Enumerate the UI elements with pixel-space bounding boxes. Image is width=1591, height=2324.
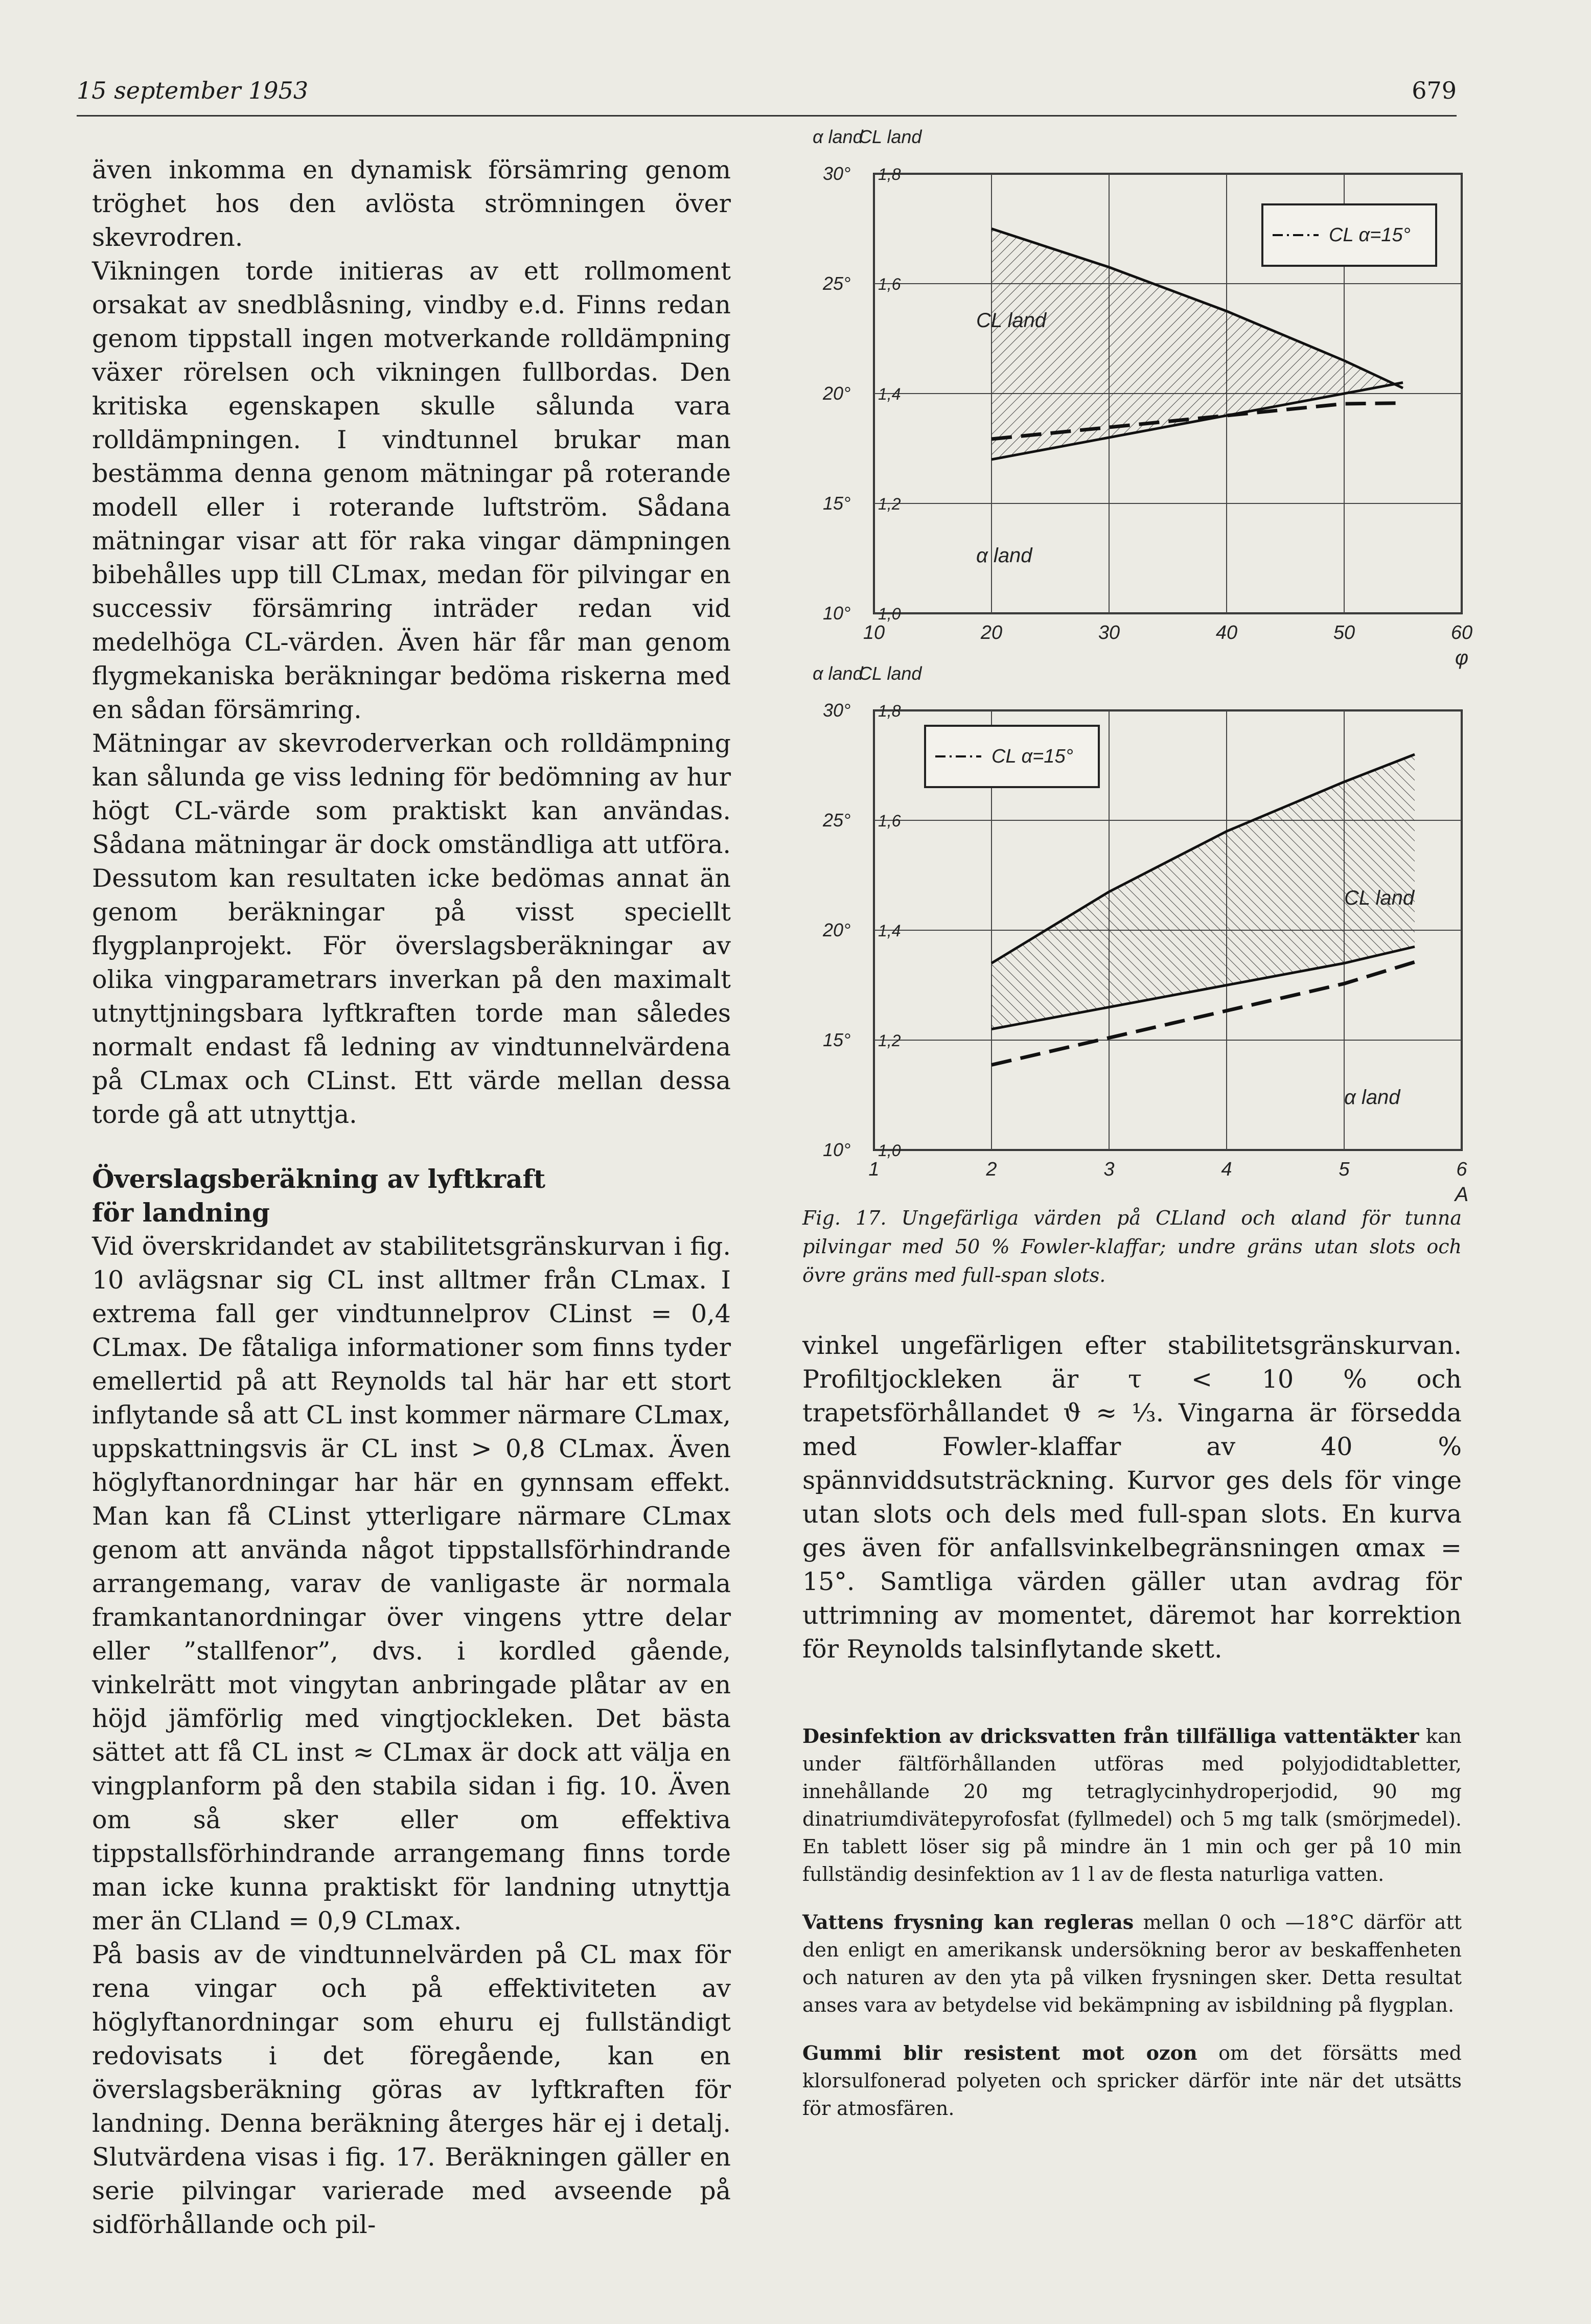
x-tick: 60 (1450, 622, 1473, 643)
y-left-tick: 10° (823, 603, 851, 624)
paragraph: vinkel ungefärligen efter stabilitetsgränskurvan. Profiltjockleken är τ < 10 % och trapetsförhållandet ϑ ≈ ⅓. Vingarna är försedda med Fowler-klaffar av 40 % spännviddsutsträckning. Kurvor ges dels för vinge utan slots och dels med full-span slots. En kurva ges även för anfallsvinkelbegränsningen αmax = 15°. Samtliga värden gäller utan avdrag för uttrimning av momentet, däremot har korrektion för Reynolds talsinflytande skett. (802, 1331, 1462, 1664)
page-number: 679 (1412, 77, 1457, 104)
y-right-tick: 1,8 (878, 702, 901, 720)
note-title: Gummi blir resistent mot ozon (802, 2041, 1197, 2064)
paragraph: På basis av de vindtunnelvärden på CL max för rena vingar och på effektiviteten av höglyftanordningar som ehuru ej fullständigt redovisats i det föregående, kan en överslagsberäkning göras av lyftkraften för landning. Denna beräkning återges här ej i detalj. Slutvärdena visas i fig. 17. Beräkningen gäller en serie pilvingar varierade med avseende på sidförhållande och pil- (92, 1940, 731, 2239)
paragraph: även inkomma en dynamisk försämring genom tröghet hos den avlösta strömningen över skevrodren. (92, 155, 731, 252)
curve-label-cl: CL land (976, 309, 1047, 332)
note-title: Desinfektion av dricksvatten från tillfälliga vattentäkter (802, 1724, 1419, 1747)
note-title: Vattens frysning kan regleras (802, 1911, 1134, 1934)
x-tick: 2 (986, 1159, 997, 1180)
note-text: kan under fältförhållanden utföras med polyjodidtabletter, innehållande 20 mg tetraglycinhydroperjodid, 90 mg dinatriumdivätepyrofosfat (fyllmedel) och 5 mg talk (smörjmedel). En tablett löser sig på mindre än 1 min och ger på 10 min fullständig desinfektion av 1 l av de flesta naturliga vatten. (802, 1725, 1462, 1885)
paragraph: Mätningar av skevroderverkan och rolldämpning kan sålunda ge viss ledning för bedömning av hur högt CL-värde som praktiskt kan användas. Sådana mätningar är dock omständliga att utföra. Dessutom kan resultaten icke bedömas annat än genom beräkningar på visst speciellt flygplanprojekt. För överslagsberäkningar av olika vingparametrars inverkan på den maximalt utnyttjningsbara lyftkraften torde man således normalt endast få ledning av vindtunnelvärdena på CLmax och CLinst. Ett värde mellan dessa torde gå att utnyttja. (92, 729, 731, 1129)
y-left-tick: 25° (823, 273, 851, 294)
x-tick: 1 (868, 1159, 880, 1180)
note (802, 1722, 1462, 1888)
y-right-axis-label: CL land (859, 126, 922, 147)
figure-svg (782, 118, 1518, 1206)
y-left-axis-label: α land (813, 663, 863, 684)
y-right-tick: 1,0 (878, 1141, 901, 1160)
y-right-tick: 1,6 (878, 812, 901, 830)
y-right-tick: 1,4 (878, 922, 901, 940)
y-left-axis-label: α land (813, 126, 863, 147)
y-left-tick: 20° (823, 383, 851, 404)
y-left-tick: 20° (823, 919, 851, 940)
x-tick: 5 (1339, 1159, 1350, 1180)
y-right-tick: 1,4 (878, 385, 901, 403)
x-tick: 4 (1221, 1159, 1232, 1180)
curve-label-alpha: α land (1344, 1086, 1400, 1109)
note (802, 1908, 1462, 2019)
y-right-tick: 1,2 (878, 1031, 901, 1050)
left-column (92, 153, 731, 2239)
x-tick: 3 (1103, 1159, 1115, 1180)
note (802, 2039, 1462, 2122)
section-title: Överslagsberäkning av lyftkraft (92, 1164, 546, 1194)
news-notes (802, 1722, 1462, 2143)
x-tick: 50 (1333, 622, 1355, 643)
curve-label-alpha: α land (976, 544, 1032, 567)
x-tick: 20 (980, 622, 1003, 643)
legend-label: CL α=15° (1329, 224, 1411, 246)
section-title-line-2: för landning (92, 1198, 270, 1228)
figure-17 (782, 118, 1518, 1227)
x-tick: 30 (1098, 622, 1120, 643)
y-left-tick: 15° (823, 493, 851, 514)
x-tick: 40 (1215, 622, 1238, 643)
header-rule (77, 115, 1457, 117)
y-right-tick: 1,0 (878, 605, 901, 623)
y-right-axis-label: CL land (859, 663, 922, 684)
header-date: 15 september 1953 (77, 77, 309, 104)
legend-label: CL α=15° (992, 746, 1073, 767)
y-right-tick: 1,6 (878, 275, 901, 293)
paragraph: Vid överskridandet av stabilitetsgränskurvan i fig. 10 avlägsnar sig CL inst alltmer från CLmax. I extrema fall ger vindtunnelprov CLinst = 0,4 CLmax. De fåtaliga informationer som finns tyder emellertid på att Reynolds tal här har ett stort inflytande så att CL inst kommer närmare CLmax, uppskattningsvis är CL inst > 0,8 CLmax. Även höglyftanordningar har här en gynnsam effekt. Man kan få CLinst ytterligare närmare CLmax genom att använda något tippstallsförhindrande arrangemang, varav de vanligaste är normala framkantanordningar över vingens yttre delar eller ”stallfenor”, dvs. i kordled gående, vinkelrätt mot vingytan anbringade plåtar av en höjd jämförlig med vingtjockleken. Det bästa sättet att få CL inst ≈ CLmax är dock att välja en vingplanform på den stabila sidan i fig. 10. Även om så sker eller om effektiva tippstallsförhindrande arrangemang finns torde man icke kunna praktiskt för landning utnyttja mer än CLland = 0,9 CLmax. (92, 1232, 731, 1936)
x-axis-label: A (1455, 1183, 1469, 1206)
paragraph: Vikningen torde initieras av ett rollmoment orsakat av snedblåsning, vindby e.d. Finns redan genom tippstall ingen motverkande rolldämpning växer rörelsen och vikningen fullbordas. Den kritiska egenskapen skulle sålunda vara rolldämpningen. I vindtunnel brukar man bestämma denna genom mätningar på roterande modell eller i roterande luftström. Sådana mätningar visar att för raka vingar dämpningen bibehålles upp till CLmax, medan för pilvingar en successiv försämring inträder redan vid medelhöga CL-värden. Även här får man genom flygmekaniska beräkningar bedöma riskerna med en sådan försämring. (92, 257, 731, 724)
y-left-tick: 25° (823, 810, 851, 831)
y-left-tick: 10° (823, 1139, 851, 1160)
page-header (77, 77, 1457, 107)
y-left-tick: 30° (823, 163, 851, 184)
figure-caption: Fig. 17. Ungefärliga värden på CLland och αland för tunna pilvingar med 50 % Fowler-klaffar; undre gräns utan slots och övre gräns med full-span slots. (802, 1207, 1462, 1286)
curve-label-cl: CL land (1344, 887, 1415, 909)
x-tick: 10 (863, 622, 885, 643)
note-text: mellan 0 och —18°C därför att den enligt en amerikansk undersökning beror av beskaffenheten och naturen av den yta på vilken frysningen sker. Detta resultat anses vara av betydelse vid bekämpning av isbildning på flygplan. (802, 1911, 1462, 2016)
y-right-tick: 1,2 (878, 495, 901, 513)
note-text: om det försätts med klorsulfonerad polyeten och spricker därför inte när det utsätts för atmosfären. (802, 2042, 1462, 2120)
y-right-tick: 1,8 (878, 165, 901, 183)
x-tick: 6 (1456, 1159, 1467, 1180)
right-column (802, 1329, 1462, 1666)
x-axis-label: φ (1455, 647, 1469, 669)
y-left-tick: 15° (823, 1029, 851, 1050)
y-left-tick: 30° (823, 700, 851, 721)
